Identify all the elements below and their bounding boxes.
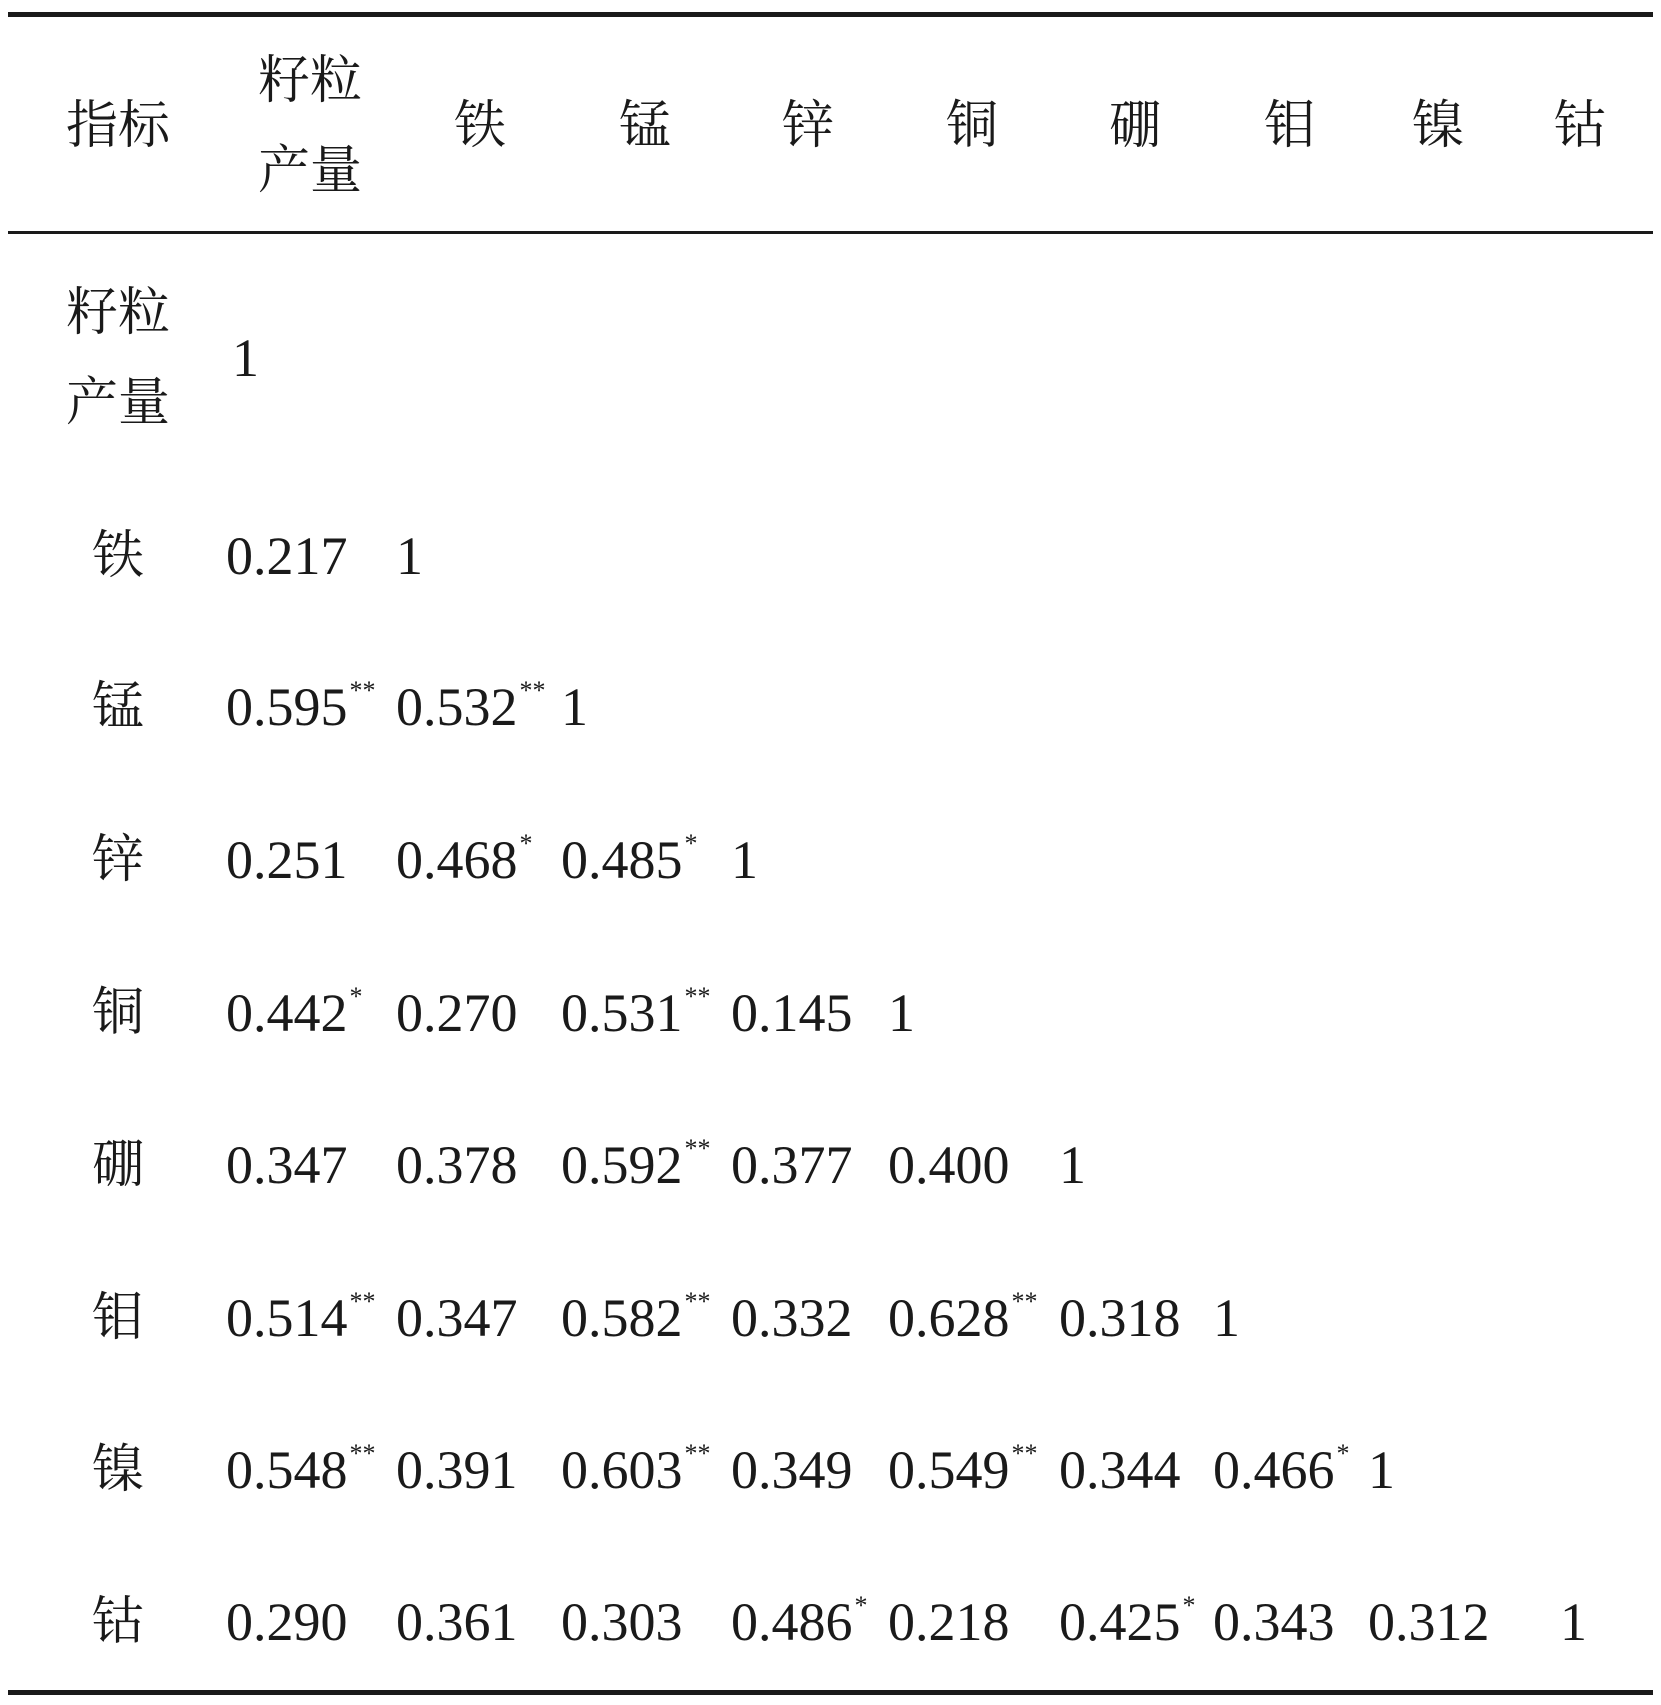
table-cell [1059,1440,1181,1500]
cell-value: 0.332 [731,1288,853,1348]
significance-marker: ** [349,1287,376,1316]
column-header-line: 产量 [257,141,362,201]
cell-value: 0.466 [1213,1440,1335,1500]
table-bottom-rule [8,1690,1653,1695]
cell-value: 0.582 [561,1288,683,1348]
cell-value: 0.303 [561,1592,683,1652]
table-cell [396,677,546,747]
significance-marker: ** [1011,1439,1038,1468]
cell-value: 0.377 [731,1135,853,1195]
significance-marker: ** [349,1439,376,1468]
cell-value: 0.468 [396,830,518,890]
significance-marker: ** [1011,1287,1038,1316]
table-cell [1213,1440,1350,1510]
table-cell [888,1440,1038,1510]
column-header: 镍 [1411,96,1464,156]
table-cell [1059,1592,1196,1662]
table-cell [731,1440,853,1500]
cell-value: 0.485 [561,830,683,890]
column-header: 钼 [1263,96,1316,156]
significance-marker: * [684,829,698,858]
significance-marker: ** [684,1287,711,1316]
cell-value: 0.442 [226,983,348,1043]
cell-value: 0.486 [731,1592,853,1652]
row-label: 钴 [91,1592,144,1652]
significance-marker: ** [684,982,711,1011]
cell-value: 1 [232,328,259,388]
cell-value: 1 [1059,1135,1086,1195]
column-header: 硼 [1108,96,1161,156]
table-cell [226,677,376,747]
cell-value: 0.592 [561,1135,683,1195]
significance-marker: * [349,982,363,1011]
row-label [38,268,198,448]
cell-value: 0.344 [1059,1440,1181,1500]
cell-value: 0.378 [396,1135,518,1195]
table-cell [1368,1592,1490,1652]
table-cell [731,983,853,1043]
table-cell [1368,1440,1395,1500]
significance-marker: * [1182,1591,1196,1620]
table-cell [226,830,348,890]
cell-value: 0.628 [888,1288,1010,1348]
cell-value: 0.548 [226,1440,348,1500]
cell-value: 0.549 [888,1440,1010,1500]
cell-value: 0.361 [396,1592,518,1652]
table-cell [396,1440,518,1500]
table-cell [226,1135,348,1195]
significance-marker: * [854,1591,868,1620]
significance-marker: * [1336,1439,1350,1468]
significance-marker: ** [519,676,546,705]
column-header: 铜 [945,96,998,156]
cell-value: 1 [561,677,588,737]
table-cell [226,1440,376,1510]
table-cell [232,328,259,388]
significance-marker: ** [684,1134,711,1163]
header-index-label: 指标 [65,96,170,156]
column-header: 锰 [618,96,671,156]
table-cell [396,983,518,1043]
table-cell [396,1135,518,1195]
cell-value: 0.595 [226,677,348,737]
table-cell [1059,1135,1086,1195]
cell-value: 0.145 [731,983,853,1043]
cell-value: 1 [888,983,915,1043]
cell-value: 0.312 [1368,1592,1490,1652]
column-header-line: 籽粒 [257,51,362,111]
table-cell [561,1135,711,1205]
cell-value: 0.349 [731,1440,853,1500]
table-cell [561,1440,711,1510]
column-header: 锌 [781,96,834,156]
table-cell [1213,1592,1335,1652]
table-cell [888,1288,1038,1358]
table-cell [731,1592,868,1662]
cell-value: 0.217 [226,526,348,586]
table-cell [396,1288,518,1348]
table-cell [226,526,348,586]
table-cell [1560,1592,1587,1652]
table-cell [561,983,711,1053]
table-cell [731,1288,853,1348]
cell-value: 0.531 [561,983,683,1043]
table-cell [226,983,363,1053]
table-cell [226,1592,348,1652]
table-cell [561,677,588,737]
cell-value: 1 [1560,1592,1587,1652]
row-label-line: 籽粒 [65,283,170,343]
row-label-line: 产量 [65,373,170,433]
cell-value: 1 [396,526,423,586]
table-cell [561,1592,683,1652]
row-label: 铜 [91,983,144,1043]
cell-value: 0.514 [226,1288,348,1348]
significance-marker: ** [349,676,376,705]
cell-value: 1 [731,830,758,890]
cell-value: 0.251 [226,830,348,890]
table-cell [1059,1288,1181,1348]
table-cell [561,1288,711,1358]
cell-value: 0.532 [396,677,518,737]
table-cell [396,830,533,900]
cell-value: 0.400 [888,1135,1010,1195]
column-header [230,36,390,216]
column-header: 铁 [453,96,506,156]
row-label: 硼 [91,1135,144,1195]
table-cell [396,1592,518,1652]
cell-value: 1 [1368,1440,1395,1500]
cell-value: 0.347 [226,1135,348,1195]
row-label: 铁 [91,526,144,586]
cell-value: 0.391 [396,1440,518,1500]
row-label: 锌 [91,830,144,890]
table-cell [396,526,423,586]
significance-marker: * [519,829,533,858]
table-cell [731,830,758,890]
table-cell [888,1135,1010,1195]
cell-value: 0.603 [561,1440,683,1500]
cell-value: 0.270 [396,983,518,1043]
cell-value: 0.425 [1059,1592,1181,1652]
cell-value: 0.318 [1059,1288,1181,1348]
column-header: 钴 [1553,96,1606,156]
cell-value: 0.347 [396,1288,518,1348]
cell-value: 0.290 [226,1592,348,1652]
table-cell [888,983,915,1043]
table-header-rule [8,231,1653,234]
table-cell [731,1135,853,1195]
table-cell [561,830,698,900]
row-label: 锰 [91,677,144,737]
cell-value: 0.218 [888,1592,1010,1652]
row-label: 镍 [91,1440,144,1500]
cell-value: 0.343 [1213,1592,1335,1652]
table-cell [1213,1288,1240,1348]
table-top-rule [8,12,1653,17]
row-label: 钼 [91,1288,144,1348]
table-cell [888,1592,1010,1652]
significance-marker: ** [684,1439,711,1468]
table-cell [226,1288,376,1358]
cell-value: 1 [1213,1288,1240,1348]
